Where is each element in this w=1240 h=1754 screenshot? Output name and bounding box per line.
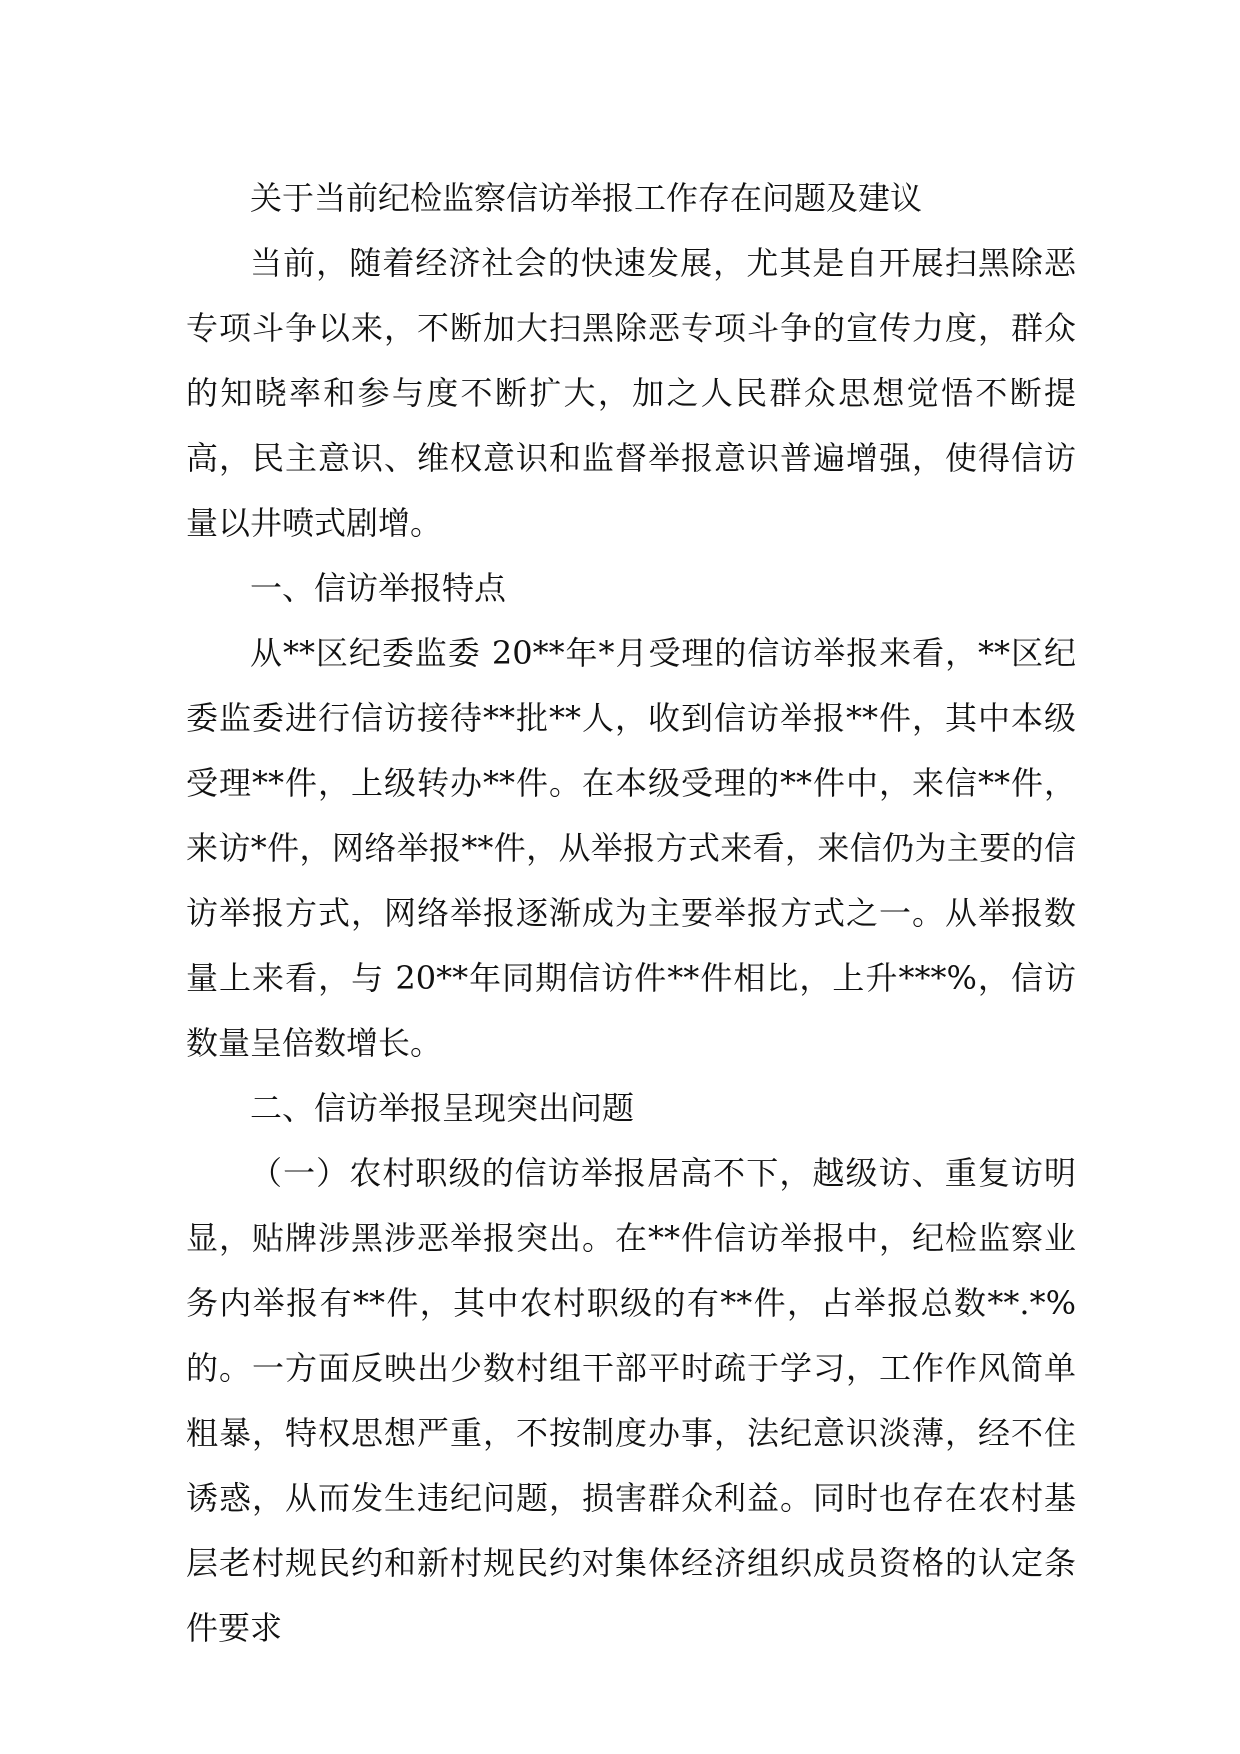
- document-title: 关于当前纪检监察信访举报工作存在问题及建议: [250, 179, 923, 217]
- section-2-paragraph: （一）农村职级的信访举报居高不下，越级访、重复访明显，贴牌涉黑涉恶举报突出。在**件信访举报中，纪检监察业务内举报有**件，其中农村职级的有**件，占举报总数**.*%的。一方面反映出少数村组干部平时疏于学习，工作作风简单粗暴，特权思想严重，不按制度办事，法纪意识淡薄，经不住诱惑，从而发生违纪问题，损害群众利益。同时也存在农村基层老村规民约和新村规民约对集体经济组织成员资格的认定条件要求: [186, 1154, 1076, 1647]
- document-body: [186, 166, 1076, 1661]
- section-2-heading: 二、信访举报呈现突出问题: [250, 1089, 635, 1127]
- intro-paragraph: 当前，随着经济社会的快速发展，尤其是自开展扫黑除恶专项斗争以来，不断加大扫黑除恶专项斗争的宣传力度，群众的知晓率和参与度不断扩大，加之人民群众思想觉悟不断提高，民主意识、维权意识和监督举报意识普遍增强，使得信访量以井喷式剧增。: [186, 244, 1076, 542]
- section-1-paragraph: 从**区纪委监委 20**年*月受理的信访举报来看，**区纪委监委进行信访接待**批**人，收到信访举报**件，其中本级受理**件，上级转办**件。在本级受理的**件中，来信**件，来访*件，网络举报**件，从举报方式来看，来信仍为主要的信访举报方式，网络举报逐渐成为主要举报方式之一。从举报数量上来看，与 20**年同期信访件**件相比，上升***%，信访数量呈倍数增长。: [186, 634, 1076, 1062]
- section-1-heading: 一、信访举报特点: [250, 569, 507, 607]
